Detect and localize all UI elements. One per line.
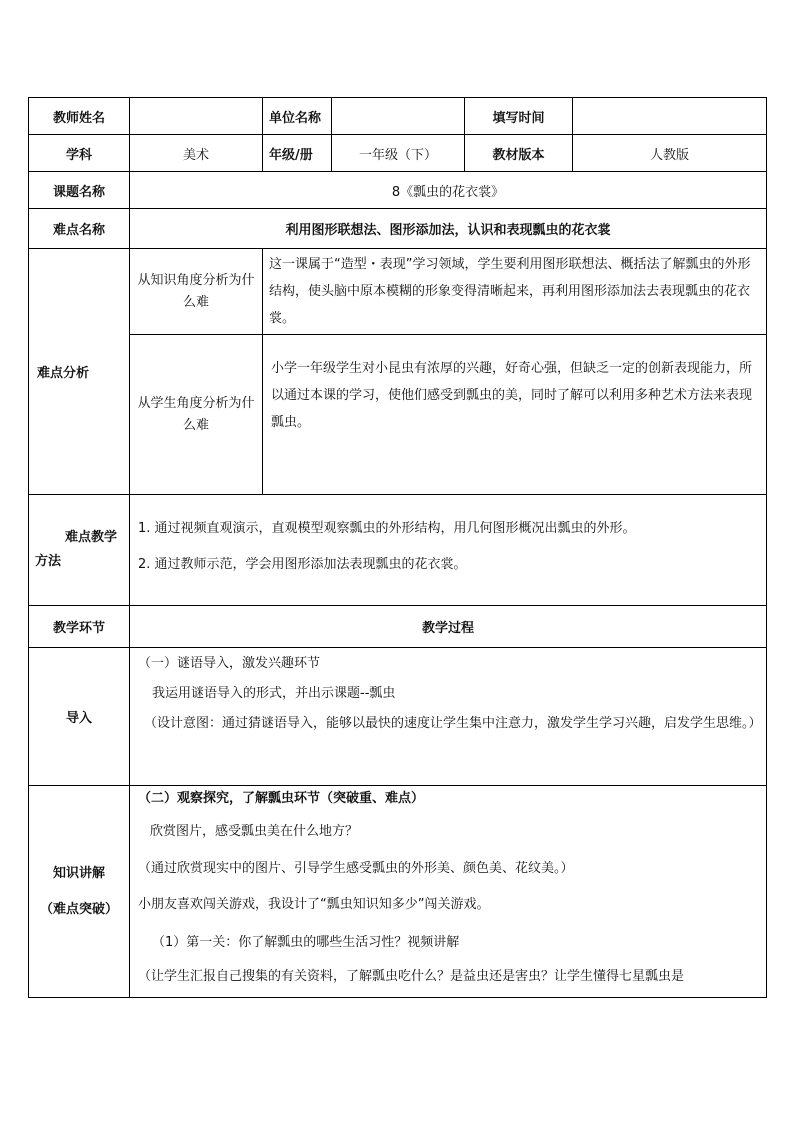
student-angle-label: 从学生角度分析为什么难 bbox=[130, 335, 263, 495]
stage-header: 教学环节 bbox=[29, 606, 130, 648]
process-header: 教学过程 bbox=[130, 606, 767, 648]
knowledge-row bbox=[29, 786, 767, 998]
knowledge-angle-label: 从知识角度分析为什么难 bbox=[130, 249, 263, 335]
difficulty-row bbox=[29, 209, 767, 249]
header-row-2 bbox=[29, 135, 767, 172]
process-header-row bbox=[29, 606, 767, 648]
methods-row bbox=[29, 495, 767, 606]
methods-cell bbox=[130, 495, 767, 606]
edition-label: 教材版本 bbox=[465, 135, 573, 172]
knowledge-line-2: （通过欣赏现实中的图片、引导学生感受瓢虫的外形美、颜色美、花纹美。） bbox=[138, 861, 574, 876]
knowledge-sublabel: （难点突破） bbox=[39, 901, 118, 917]
analysis-label: 难点分析 bbox=[29, 249, 130, 495]
edition-value: 人教版 bbox=[573, 135, 767, 172]
knowledge-label-cell bbox=[29, 786, 130, 998]
unit-name-label: 单位名称 bbox=[263, 98, 332, 135]
intro-heading: （一）谜语导入，激发兴趣环节 bbox=[138, 656, 321, 671]
knowledge-line-5: （让学生汇报自己搜集的有关资料，了解瓢虫吃什么？是益虫还是害虫？让学生懂得七星瓢虫是 bbox=[138, 969, 685, 984]
header-row-1 bbox=[29, 98, 767, 135]
methods-label bbox=[29, 495, 130, 606]
knowledge-cell bbox=[130, 786, 767, 998]
knowledge-angle-cell bbox=[263, 249, 767, 335]
method-item-1: 1. 通过视频直观演示，直观模型观察瓢虫的外形结构，用几何图形概况出瓢虫的外形。 bbox=[138, 521, 636, 536]
knowledge-line-1: 欣赏图片，感受瓢虫美在什么地方？ bbox=[150, 824, 359, 839]
intro-row bbox=[29, 648, 767, 786]
lesson-title-value: 8《瓢虫的花衣裳》 bbox=[130, 172, 767, 209]
teacher-name-value bbox=[130, 98, 263, 135]
knowledge-line-4: （1）第一关：你了解瓢虫的哪些生活习性？视频讲解 bbox=[152, 935, 460, 950]
subject-label: 学科 bbox=[29, 135, 130, 172]
grade-label: 年级/册 bbox=[263, 135, 332, 172]
intro-label: 导入 bbox=[29, 648, 130, 786]
knowledge-line-3: 小朋友喜欢闯关游戏，我设计了“瓢虫知识知多少”闯关游戏。 bbox=[138, 897, 490, 912]
unit-name-value bbox=[332, 98, 465, 135]
grade-value: 一年级（下） bbox=[332, 135, 465, 172]
subject-value: 美术 bbox=[130, 135, 263, 172]
fill-date-value bbox=[573, 98, 767, 135]
student-angle-cell bbox=[263, 335, 767, 495]
lesson-title-label: 课题名称 bbox=[29, 172, 130, 209]
knowledge-heading: （二）观察探究，了解瓢虫环节（突破重、难点） bbox=[138, 791, 425, 806]
method-item-2: 2. 通过教师示范，学会用图形添加法表现瓢虫的花衣裳。 bbox=[138, 557, 467, 572]
student-angle-text: 小学一年级学生对小昆虫有浓厚的兴趣，好奇心强，但缺乏一定的创新表现能力，所以通过本课的学习，使他们感受到瓢虫的美，同时了解可以利用多种艺术方法来表现瓢虫。 bbox=[271, 361, 753, 430]
analysis-student-row bbox=[29, 335, 767, 495]
difficulty-label: 难点名称 bbox=[29, 209, 130, 249]
knowledge-label: 知识讲解 bbox=[52, 865, 105, 881]
lesson-plan-table bbox=[28, 97, 767, 998]
difficulty-value: 利用图形联想法、图形添加法，认识和表现瓢虫的花衣裳 bbox=[130, 209, 767, 249]
analysis-knowledge-row bbox=[29, 249, 767, 335]
intro-cell bbox=[130, 648, 767, 786]
intro-line-2: 我运用谜语导入的形式，并出示课题--瓢虫 bbox=[152, 686, 396, 701]
methods-label-text: 难点教学方法 bbox=[35, 530, 118, 569]
teacher-name-label: 教师姓名 bbox=[29, 98, 130, 135]
knowledge-angle-text: 这一课属于“造型・表现”学习领域，学生要利用图形联想法、概括法了解瓢虫的外形结构，使头脑中原本模糊的形象变得清晰起来，再利用图形添加法去表现瓢虫的花衣裳。 bbox=[269, 257, 751, 326]
fill-date-label: 填写时间 bbox=[465, 98, 573, 135]
intro-line-3: （设计意图：通过猜谜语导入，能够以最快的速度让学生集中注意力，激发学生学习兴趣，启发学生思维。） bbox=[144, 716, 762, 731]
lesson-title-row bbox=[29, 172, 767, 209]
